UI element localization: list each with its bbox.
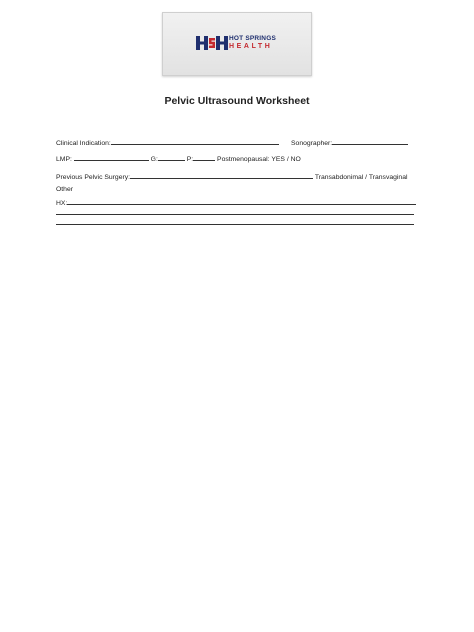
hsh-logo-icon [196, 36, 228, 50]
sonographer-row [291, 138, 408, 148]
logo-text-health: HEALTH [229, 43, 273, 50]
hx-row [56, 198, 416, 208]
page-title: Pelvic Ultrasound Worksheet [164, 95, 310, 107]
hospital-logo [162, 12, 312, 76]
gravida-label: G: [150, 156, 158, 163]
logo-text-hot-springs: HOT SPRINGS [229, 35, 276, 42]
postmenopausal-label[interactable]: Postmenopausal: YES / NO [217, 156, 301, 163]
hx-continuation-line-1[interactable] [56, 214, 414, 215]
other-label: Other [56, 186, 73, 193]
hx-label: HX: [56, 200, 68, 207]
previous-surgery-field[interactable] [130, 172, 313, 179]
sonographer-label: Sonographer: [291, 140, 333, 147]
previous-surgery-label: Previous Pelvic Surgery: [56, 174, 131, 181]
clinical-indication-label: Clinical Indication: [56, 140, 111, 147]
para-label: P: [186, 156, 194, 163]
lmp-field[interactable] [74, 154, 149, 161]
hx-field[interactable] [67, 198, 416, 205]
lmp-row [56, 154, 301, 164]
para-field[interactable] [193, 154, 215, 161]
hx-continuation-line-2[interactable] [56, 224, 414, 225]
sonographer-field[interactable] [332, 138, 408, 145]
previous-surgery-row [56, 172, 408, 182]
clinical-indication-row [56, 138, 279, 148]
approach-options[interactable]: Transabdonimal / Transvaginal [314, 174, 408, 181]
lmp-label: LMP: [56, 156, 72, 163]
gravida-field[interactable] [158, 154, 185, 161]
clinical-indication-field[interactable] [111, 138, 279, 145]
